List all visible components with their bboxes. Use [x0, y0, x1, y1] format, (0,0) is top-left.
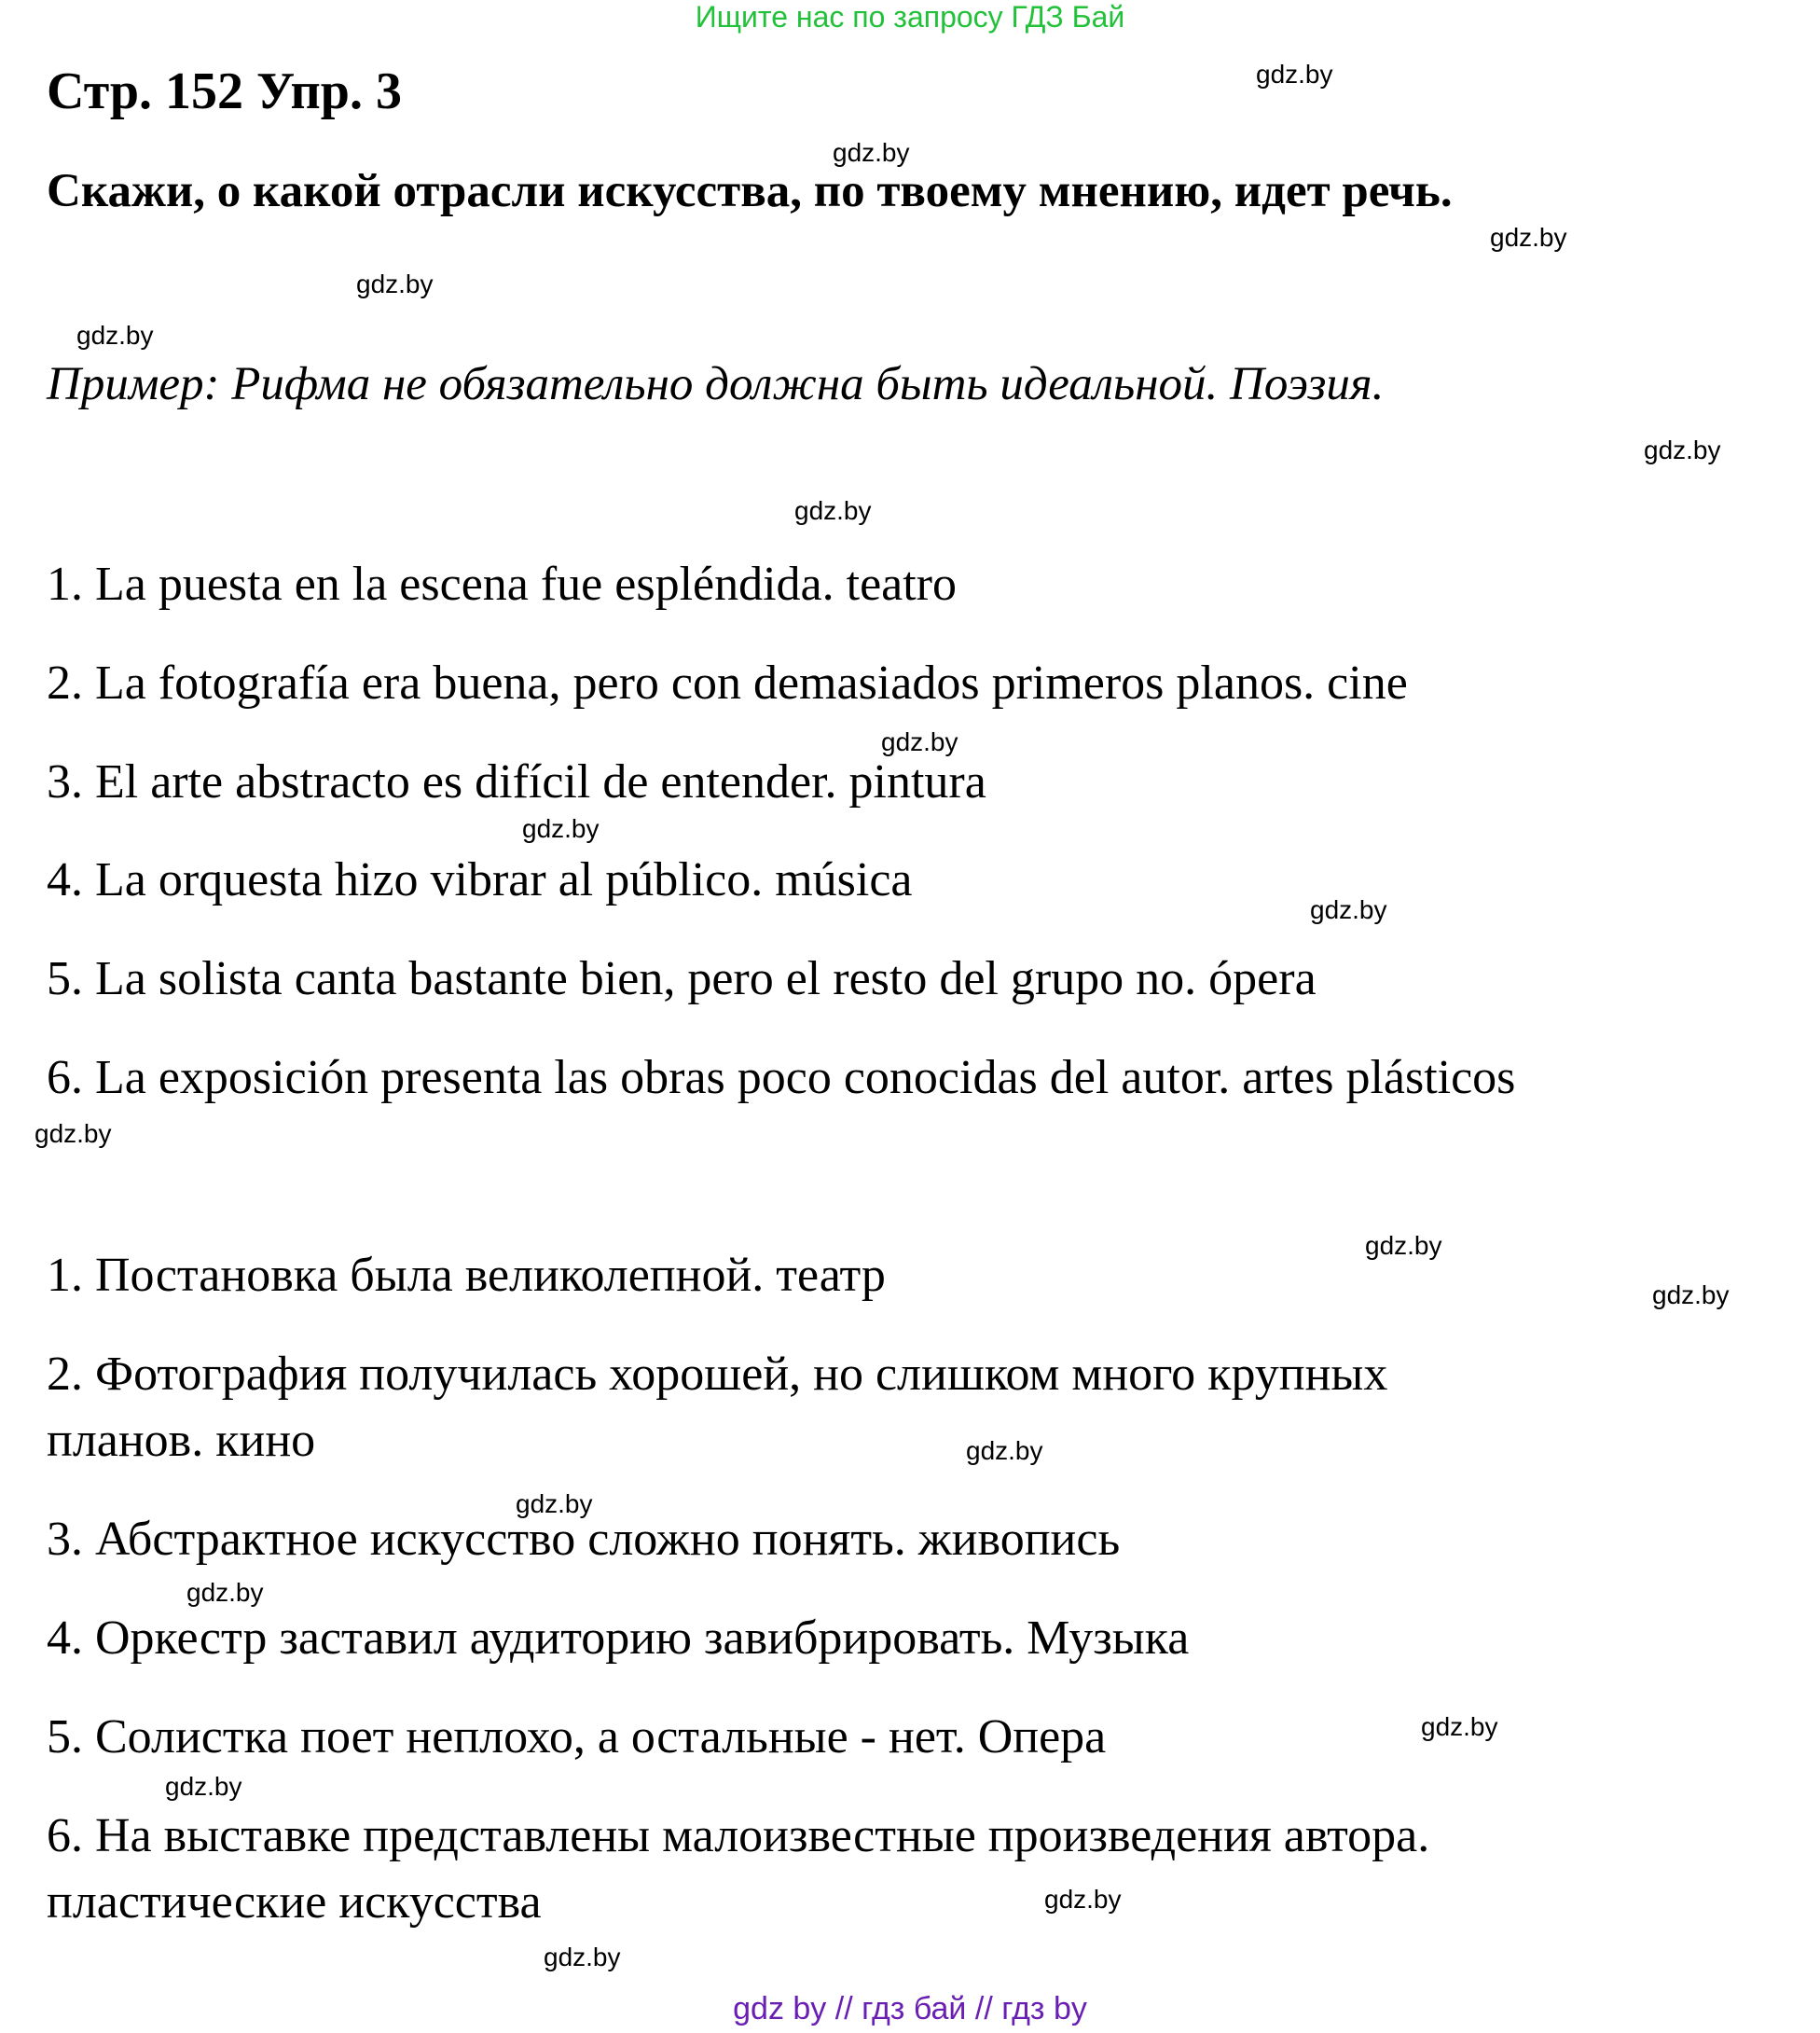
russian-item-6-cont: пластические искусства [47, 1875, 542, 1929]
watermark: gdz.by [881, 727, 958, 756]
watermark: gdz.by [1310, 895, 1387, 924]
watermark: gdz.by [833, 138, 910, 167]
watermark: gdz.by [1652, 1280, 1730, 1309]
watermark: gdz.by [1256, 60, 1333, 89]
spanish-item-5: 5. La solista canta bastante bien, pero el resto del grupo no. ópera [47, 952, 1317, 1005]
russian-item-3: 3. Абстрактное искусство сложно понять. живопись [47, 1513, 1121, 1566]
watermark: gdz.by [1490, 223, 1567, 252]
task-instruction: Скажи, о какой отрасли искусства, по твоему мнению, идет речь. [47, 165, 1453, 217]
russian-item-5: 5. Солистка поет неплохо, а остальные - нет. Опера [47, 1710, 1107, 1763]
watermark: gdz.by [966, 1436, 1043, 1465]
watermark: gdz.by [186, 1578, 264, 1607]
example-line: Пример: Рифма не обязательно должна быть идеальной. Поэзия. [47, 358, 1385, 410]
russian-item-4: 4. Оркестр заставил аудиторию завибрировать. Музыка [47, 1611, 1190, 1665]
russian-item-1: 1. Постановка была великолепной. театр [47, 1249, 886, 1302]
watermark: gdz.by [1044, 1885, 1122, 1914]
russian-item-2: 2. Фотография получилась хорошей, но слишком много крупных [47, 1348, 1388, 1401]
russian-item-6: 6. На выставке представлены малоизвестные произведения автора. [47, 1809, 1430, 1862]
watermark: gdz.by [1365, 1231, 1442, 1260]
footer-links: gdz by // гдз бай // гдз by [733, 1991, 1087, 2026]
spanish-item-4: 4. La orquesta hizo vibrar al público. música [47, 853, 913, 906]
watermark: gdz.by [76, 321, 154, 350]
russian-item-2-cont: планов. кино [47, 1414, 316, 1467]
spanish-item-1: 1. La puesta en la escena fue espléndida. teatro [47, 558, 957, 611]
watermark: gdz.by [1644, 436, 1721, 464]
top-banner: Ищите нас по запросу ГДЗ Бай [695, 0, 1125, 34]
spanish-item-6: 6. La exposición presenta las obras poco conocidas del autor. artes plásticos [47, 1051, 1516, 1104]
watermark: gdz.by [356, 270, 434, 298]
watermark: gdz.by [1421, 1712, 1498, 1741]
watermark: gdz.by [34, 1119, 112, 1148]
page-title: Стр. 152 Упр. 3 [47, 62, 402, 120]
watermark: gdz.by [165, 1772, 242, 1801]
watermark: gdz.by [522, 814, 600, 843]
watermark: gdz.by [794, 496, 872, 525]
watermark: gdz.by [516, 1489, 593, 1518]
spanish-item-2: 2. La fotografía era buena, pero con demasiados primeros planos. cine [47, 657, 1408, 710]
watermark: gdz.by [544, 1943, 621, 1971]
spanish-item-3: 3. El arte abstracto es difícil de entender. pintura [47, 755, 986, 809]
